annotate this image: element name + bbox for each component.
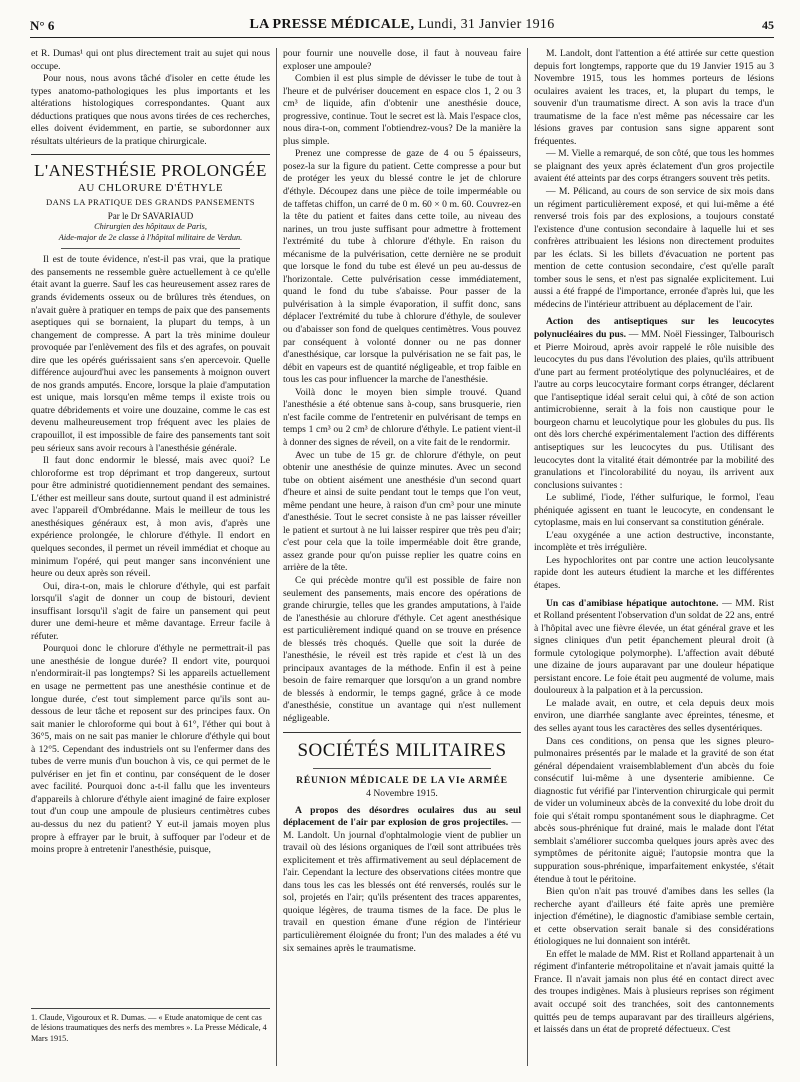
- paragraph-body: — M. Landolt. Un journal d'ophtalmologie vient de publier un travail où des lésions organiques de l'œil sont attribuées très explicitement et très affirmativement au seul déplacement de l'air. Cependant la lecture des observations citées montre que dans tous les cas les blessés ont été renversés, roulés sur le sol, projetés en l'air; qu'ils présentent des traces apparentes, quoique légères, de trauma tismes de la face. De plus le travail en question émane d'une région de l'intérieur particulièrement éloignée du front; l'un des malades a été vu six semaines après le traumatisme.: [283, 817, 521, 954]
- article-author: Par le Dr SAVARIAUD: [107, 211, 194, 222]
- paragraph: et R. Dumas¹ qui ont plus directement trait au sujet qui nous occupe.: [31, 48, 270, 72]
- paragraph: Bien qu'on n'ait pas trouvé d'amibes dans les selles (la recherche ayant d'ailleurs été faite après une première injection d'émétine), le diagnostic d'amibiase semble certain, et cette observation serait banale si des considérations étiologiques ne lui donnaient son intérêt.: [534, 886, 774, 948]
- article-title: L'ANESTHÉSIE PROLONGÉE: [34, 161, 267, 181]
- section-rule: [283, 732, 521, 733]
- paragraph: L'eau oxygénée a une action destructive, inconstante, incomplète et très irrégulière.: [534, 529, 774, 554]
- paragraph: Combien il est plus simple de dévisser le tube de tout à l'heure et de pulvériser doucement en espace clos 1, 2 ou 3 cm³ de liquide, afin d'obtenir une anesthésie douce, progressive, continue. Tout le secret est là. Mais l'espace clos, nous dira-t-on, comment l'obtiendrez-vous? De la manière la plus simple.: [283, 73, 521, 147]
- paragraph: Prenez une compresse de gaze de 4 ou 5 épaisseurs, posez-la sur la figure du patient. Cette compresse a pour but de protéger les yeux du blessé contre le jet de chlorure d'éthyle. Découpez dans une pièce de toile imperméable ou de taffetas chiffon, un carré de 0 m. 60 × 0 m. 60. Couvrez-en la tête du patient et faites dans cette toile, au niveau des narines, un trou juste suffisant pour admettre à frottement l'extrémité du tube à chlorure d'éthyle. En raison du mécanisme de la pulvérisation, cette dernière ne se produit que lorsque le fond du tube est élevé un peu au-dessus de l'horizontale. Cette pulvérisation cesse immédiatement, quand le fond du tube s'abaisse. Pour passer de la pulvérisation à la simple évaporation, il suffit donc, sans déplacer l'extrémité du tube à chlorure d'éthyle, de soulever ou d'abaisser son fond de quelques centimètres. Vous pouvez par conséquent à volonté donner ou ne pas donner d'anesthésique, car lorsque la pulvérisation ne se fait pas, le débit en vapeurs est de quantité négligeable, et trop faible en tous les cas pour influencer la marche de l'anesthésie.: [283, 148, 521, 386]
- paragraph-body: — MM. Noël Fiessinger, Talbourisch et Pierre Moiroud, après avoir rappelé le rôle nuisible des leucocytes du pus dans l'évolution des plaies, qu'ils attribuent d'une part au ferment protéolytique des polynucléaires, et de l'autre au corps leucocytaire formant corps étranger, déclarent que l'antiseptique idéal serait celui qui, à côté de son action antimicrobienne, serait à la fois non caustique pour le bourgeon charnu et leucolytique pour les globules du pus. Ils ont dès lors cherché expérimentalement l'action des différents antiseptiques sur les leucocytes du pus. Utilisant des leucocytes dont la vitalité était démontrée par la mobilité des granulations et l'incolorabilité du noyau, ils arrivent aux conclusions suivantes :: [534, 329, 774, 491]
- paragraph: M. Landolt, dont l'attention a été attirée sur cette question depuis fort longtemps, rapporte que du 19 Janvier 1915 au 3 Novembre 1915, tous les hommes porteurs de lésions oculaires avaient les traces, et, la plupart du temps, le souvenir d'un traumatisme direct. A son avis la trace d'un traumatisme de la face n'est même pas nécessaire car les lésions graves par contusion sans signe apparent sont fréquentes.: [534, 48, 774, 147]
- journal-name: LA PRESSE MÉDICALE,: [249, 17, 415, 32]
- section-title: SOCIÉTÉS MILITAIRES: [297, 739, 507, 761]
- paragraph: [283, 805, 521, 956]
- column-divider: [276, 48, 277, 1066]
- paragraph: Oui, dira-t-on, mais le chlorure d'éthyle, qui est parfait lorsqu'il s'agit de donner un coup de bistouri, devient insuffisant lorsqu'il s'agit de faire un pansement qui peut durer une demi-heure et même davantage. Erreur facile à réfuter.: [31, 580, 270, 642]
- author-affiliation: Chirurgien des hôpitaux de Paris,: [94, 222, 207, 232]
- issue-number: N° 6: [30, 18, 55, 33]
- page-header: [30, 14, 774, 38]
- paragraph-body: — MM. Rist et Rolland présentent l'observation d'un soldat de 22 ans, entré à l'hôpital avec une fièvre élevée, un état général grave et les signes cliniques d'un petit épanchement pleural droit (à formule cytologique polymorphe). L'affection avait débuté une dizaine de jours auparavant par une douleur hépatique persistant encore. Le foie était peu augmenté de volume, mais douloureux à la palpation et à la percussion.: [534, 597, 774, 697]
- meeting-title: RÉUNION MÉDICALE DE LA VIe ARMÉE: [296, 774, 508, 786]
- paragraph: En effet le malade de MM. Rist et Rolland appartenait à un régiment d'infanterie métropolitaine et n'avait jamais quitté la France. Il n'avait jamais non plus été en contact direct avec des troupes indigènes. Mais à plusieurs reprises son régiment avait occupé soit des tranchées, soit des cantonnements quittés peu de temps auparavant par des tirailleurs algériens, et laissés dans un état de propreté défectueux. C'est: [534, 948, 774, 1036]
- meeting-date: 4 Novembre 1915.: [366, 787, 438, 799]
- section-rule: [31, 154, 270, 155]
- issue-date: Lundi, 31 Janvier 1916: [418, 17, 555, 32]
- column-1: [31, 48, 270, 1066]
- paragraph: Les hypochlorites ont par contre une action leucolysante rapide dont les auteurs étudient la marche et les différentes étapes.: [534, 554, 774, 591]
- section-rule: [313, 768, 491, 769]
- paragraph: Voilà donc le moyen bien simple trouvé. Quand l'anesthésie a été obtenue sans à-coup, sans brusquerie, rien n'est facile comme de l'entretenir en pulvérisant de temps en temps 1 cm³ ou 2 cm³ de chlorure d'éthyle. Le patient vient-il à donner des signes de réveil, on a vite fait de le rendormir.: [283, 386, 521, 448]
- section-rule: [61, 248, 240, 249]
- footnote: 1. Claude, Vigouroux et R. Dumas. — « Etude anatomique de cent cas de lésions traumatiques des nerfs des membres ». La Presse Médicale, 4 Mars 1915.: [31, 1008, 270, 1045]
- paragraph: Pour nous, nous avons tâché d'isoler en cette étude les types anatomo-pathologiques les plus importants et les altérations histologiques correspondantes. Quant aux déductions pratiques que nous avons tirées de ces recherches, elles doivent évidemment, en partie, se subordonner aux résultats ultérieurs de la pratique chirurgicale.: [31, 73, 270, 147]
- paragraph: Ce qui précède montre qu'il est possible de faire non seulement des pansements, mais encore des opérations de grande chirurgie, telles que les grandes amputations, à l'aide de l'anesthésie au chlorure d'éthyle. Cet agent anesthésique est particulièrement indiqué quand on se trouve en présence de blessés très choqués. Quelle que soit la durée de l'anesthésie, le réveil est très rapide et c'est là un des principaux avantages de la méthode. Enfin il est à peine besoin de faire remarquer que lorsqu'on a un grand nombre de blessés à endormir, le temps gagné, grâce à ce mode d'anesthésie, constitue un avantage qui n'est nullement négligeable.: [283, 574, 521, 724]
- paragraph: pour fournir une nouvelle dose, il faut à nouveau faire exploser une ampoule?: [283, 48, 521, 72]
- paragraph-lead: A propos des désordres oculaires dus au seul déplacement de l'air par explosion de gros projectiles.: [283, 804, 521, 829]
- paragraph: Dans ces conditions, on pensa que les signes pleuro-pulmonaires présentés par le malade et la gravité de son état général dépendaient vraisemblablement d'un abcès du foie consécutif lui-même à une dysenterie amibienne. Ce diagnostic fut vérifié par l'intervention chirurgicale qui permit de vider un volumineux abcès de la convexité du lobe droit du foie qui s'était rompu spontanément sous le diaphragme. Cet abcès sous-phrénique fut drainé, mais le malade dont l'état semblait s'améliorer succomba quelques jours après avec des symptômes de péritonite aiguë; l'autopsie montra que la suppuration sous-phrénique, imparfaitement enkystée, s'était étendue à tout le péritoine.: [534, 735, 774, 885]
- paragraph: Il faut donc endormir le blessé, mais avec quoi? Le chloroforme est trop déprimant et trop dangereux, surtout pour être administré quotidiennement pendant des semaines. L'éther est meilleur sans doute, surtout quand il est administré avec l'appareil d'Ombrédanne. Mais le meilleur de tous les anesthésiques généraux est, à mon avis, d'après une expérience prolongée, le chlorure d'éthyle. Il endort en quelques secondes, il permet un réveil immédiat et choque au minimum l'opéré, qui peut manger sans inconvénient une heure ou deux après son réveil.: [31, 455, 270, 580]
- paragraph: [534, 316, 774, 492]
- article-subtitle-2: DANS LA PRATIQUE DES GRANDS PANSEMENTS: [46, 197, 255, 208]
- article-subtitle: AU CHLORURE D'ÉTHYLE: [77, 182, 224, 195]
- column-2: [283, 48, 521, 1066]
- paragraph: Avec un tube de 15 gr. de chlorure d'éthyle, on peut obtenir une anesthésie de quinze minutes. Avec un second tube on obtient aisément une anesthésie d'un second quart d'heure et ainsi de suite pendant tout le temps que l'on veut, même pendant une heure, à raison d'un cm³ pour une minute d'anesthésie. Tout le secret consiste à ne pas laisser réveiller le patient et surtout à ne lui laisser respirer que très peu d'air; c'est pour cela que la toile imperméable doit être grande, assez grande pour qu'on puisse replier les quatre coins en arrière de la tête.: [283, 449, 521, 574]
- paragraph-lead: Action des antiseptiques sur les leucocytes polynucléaires du pus.: [534, 316, 774, 341]
- paragraph-lead: Un cas d'amibiase hépatique autochtone.: [546, 597, 719, 609]
- paragraph: Pourquoi donc le chlorure d'éthyle ne permettrait-il pas une anesthésie de longue durée? Il endort vite, pourquoi n'endormirait-il pas longtemps? Si les appareils actuellement en usage ne permettent pas une anesthésie continue et de longue durée, c'est tout simplement parce qu'ils sont au-dessous de leur tâche et reposent sur des principes faux. On sait manier le chloroforme qui bout à 61°, l'éther qui bout à 36°5, mais on ne sait pas manier le chlorure d'éthyle qui bout à 12°5. Cependant des industriels ont su l'enfermer dans des tubes de verre munis d'un bouchon à vis, ce qui permet de le pulvériser en jet fin et continu, par conséquent de le doser avec facilité. Pourquoi donc a-t-il fallu que les inventeurs d'appareils à chlorure d'éthyle aient imaginé de faire exploser tout d'un coup une ampoule de plusieurs centimètres cubes au-dessus du nez du patient? Y eut-il jamais moyen plus propre à effrayer par le bruit, à suffoquer par l'odeur et de moins propre à entretenir l'anesthésie, puisque,: [31, 643, 270, 856]
- paragraph: Il est de toute évidence, n'est-il pas vrai, que la pratique des pansements ne ressemble guère actuellement à ce qu'elle était avant la guerre. Sauf les cas heureusement assez rares de grands évidements osseux ou de brûlures très étendues, on n'avait guère à pratiquer en temps de paix que des pansements aseptiques qui se bornaient, la plupart du temps, à un changement de compresse. A part la très minime douleur provoquée par l'enlèvement des fils et des agrafes, on pouvait dire que les opérés guérissaient sans s'en apercevoir. Quelle différence aujourd'hui avec les pansements à moignon ouvert de nos grands amputés. Encore, lorsque la plaie d'amputation est unique, mais lorsqu'en même temps il existe trois ou quatre débridements et voire une douzaine, comme le cas est devenu malheureusement trop fréquent avec les plaies de crapouillot, il est impossible de faire des pansements tant soit peu sérieux sans avoir recours à l'anesthésie générale.: [31, 254, 270, 454]
- paragraph: Le malade avait, en outre, et cela depuis deux mois environ, une diarrhée sanglante avec épreintes, ténesme, et des selles ayant tous les caractères des selles dysentériques.: [534, 697, 774, 734]
- author-affiliation: Aide-major de 2e classe à l'hôpital militaire de Verdun.: [58, 232, 243, 242]
- paragraph: — M. Pélicand, au cours de son service de six mois dans un régiment particulièrement exposé, et qui lui-même a été renversé trois fois par des explosions, a toujours constaté l'existence d'une contusion secondaire à laquelle lui et ses confrères attribuaient les lésions non directement produites par les éclats. Si les billets d'évacuation ne portent pas mention de cette contusion secondaire, c'est qu'elle paraît tomber sous le sens, et n'est pas signalée explicitement. Lui aussi a été frappé de l'importance, erronée d'après lui, que les médecins de l'intérieur attribuent au déplacement de l'air.: [534, 186, 774, 310]
- paragraph: Le sublimé, l'iode, l'éther sulfurique, le formol, l'eau phéniquée agissent en tuant le leucocyte, en condensant le cytoplasme, mais en lui conservant sa constitution générale.: [534, 492, 774, 529]
- column-3: [534, 48, 774, 1066]
- journal-title: [30, 17, 774, 33]
- page-number: 45: [762, 18, 774, 32]
- paragraph: [534, 598, 774, 698]
- column-divider: [527, 48, 528, 1066]
- paragraph: — M. Vielle a remarqué, de son côté, que tous les hommes se plaignant des yeux après éclatement d'un gros projectile avaient été atteints par des corps étrangers souvent très petits.: [534, 148, 774, 185]
